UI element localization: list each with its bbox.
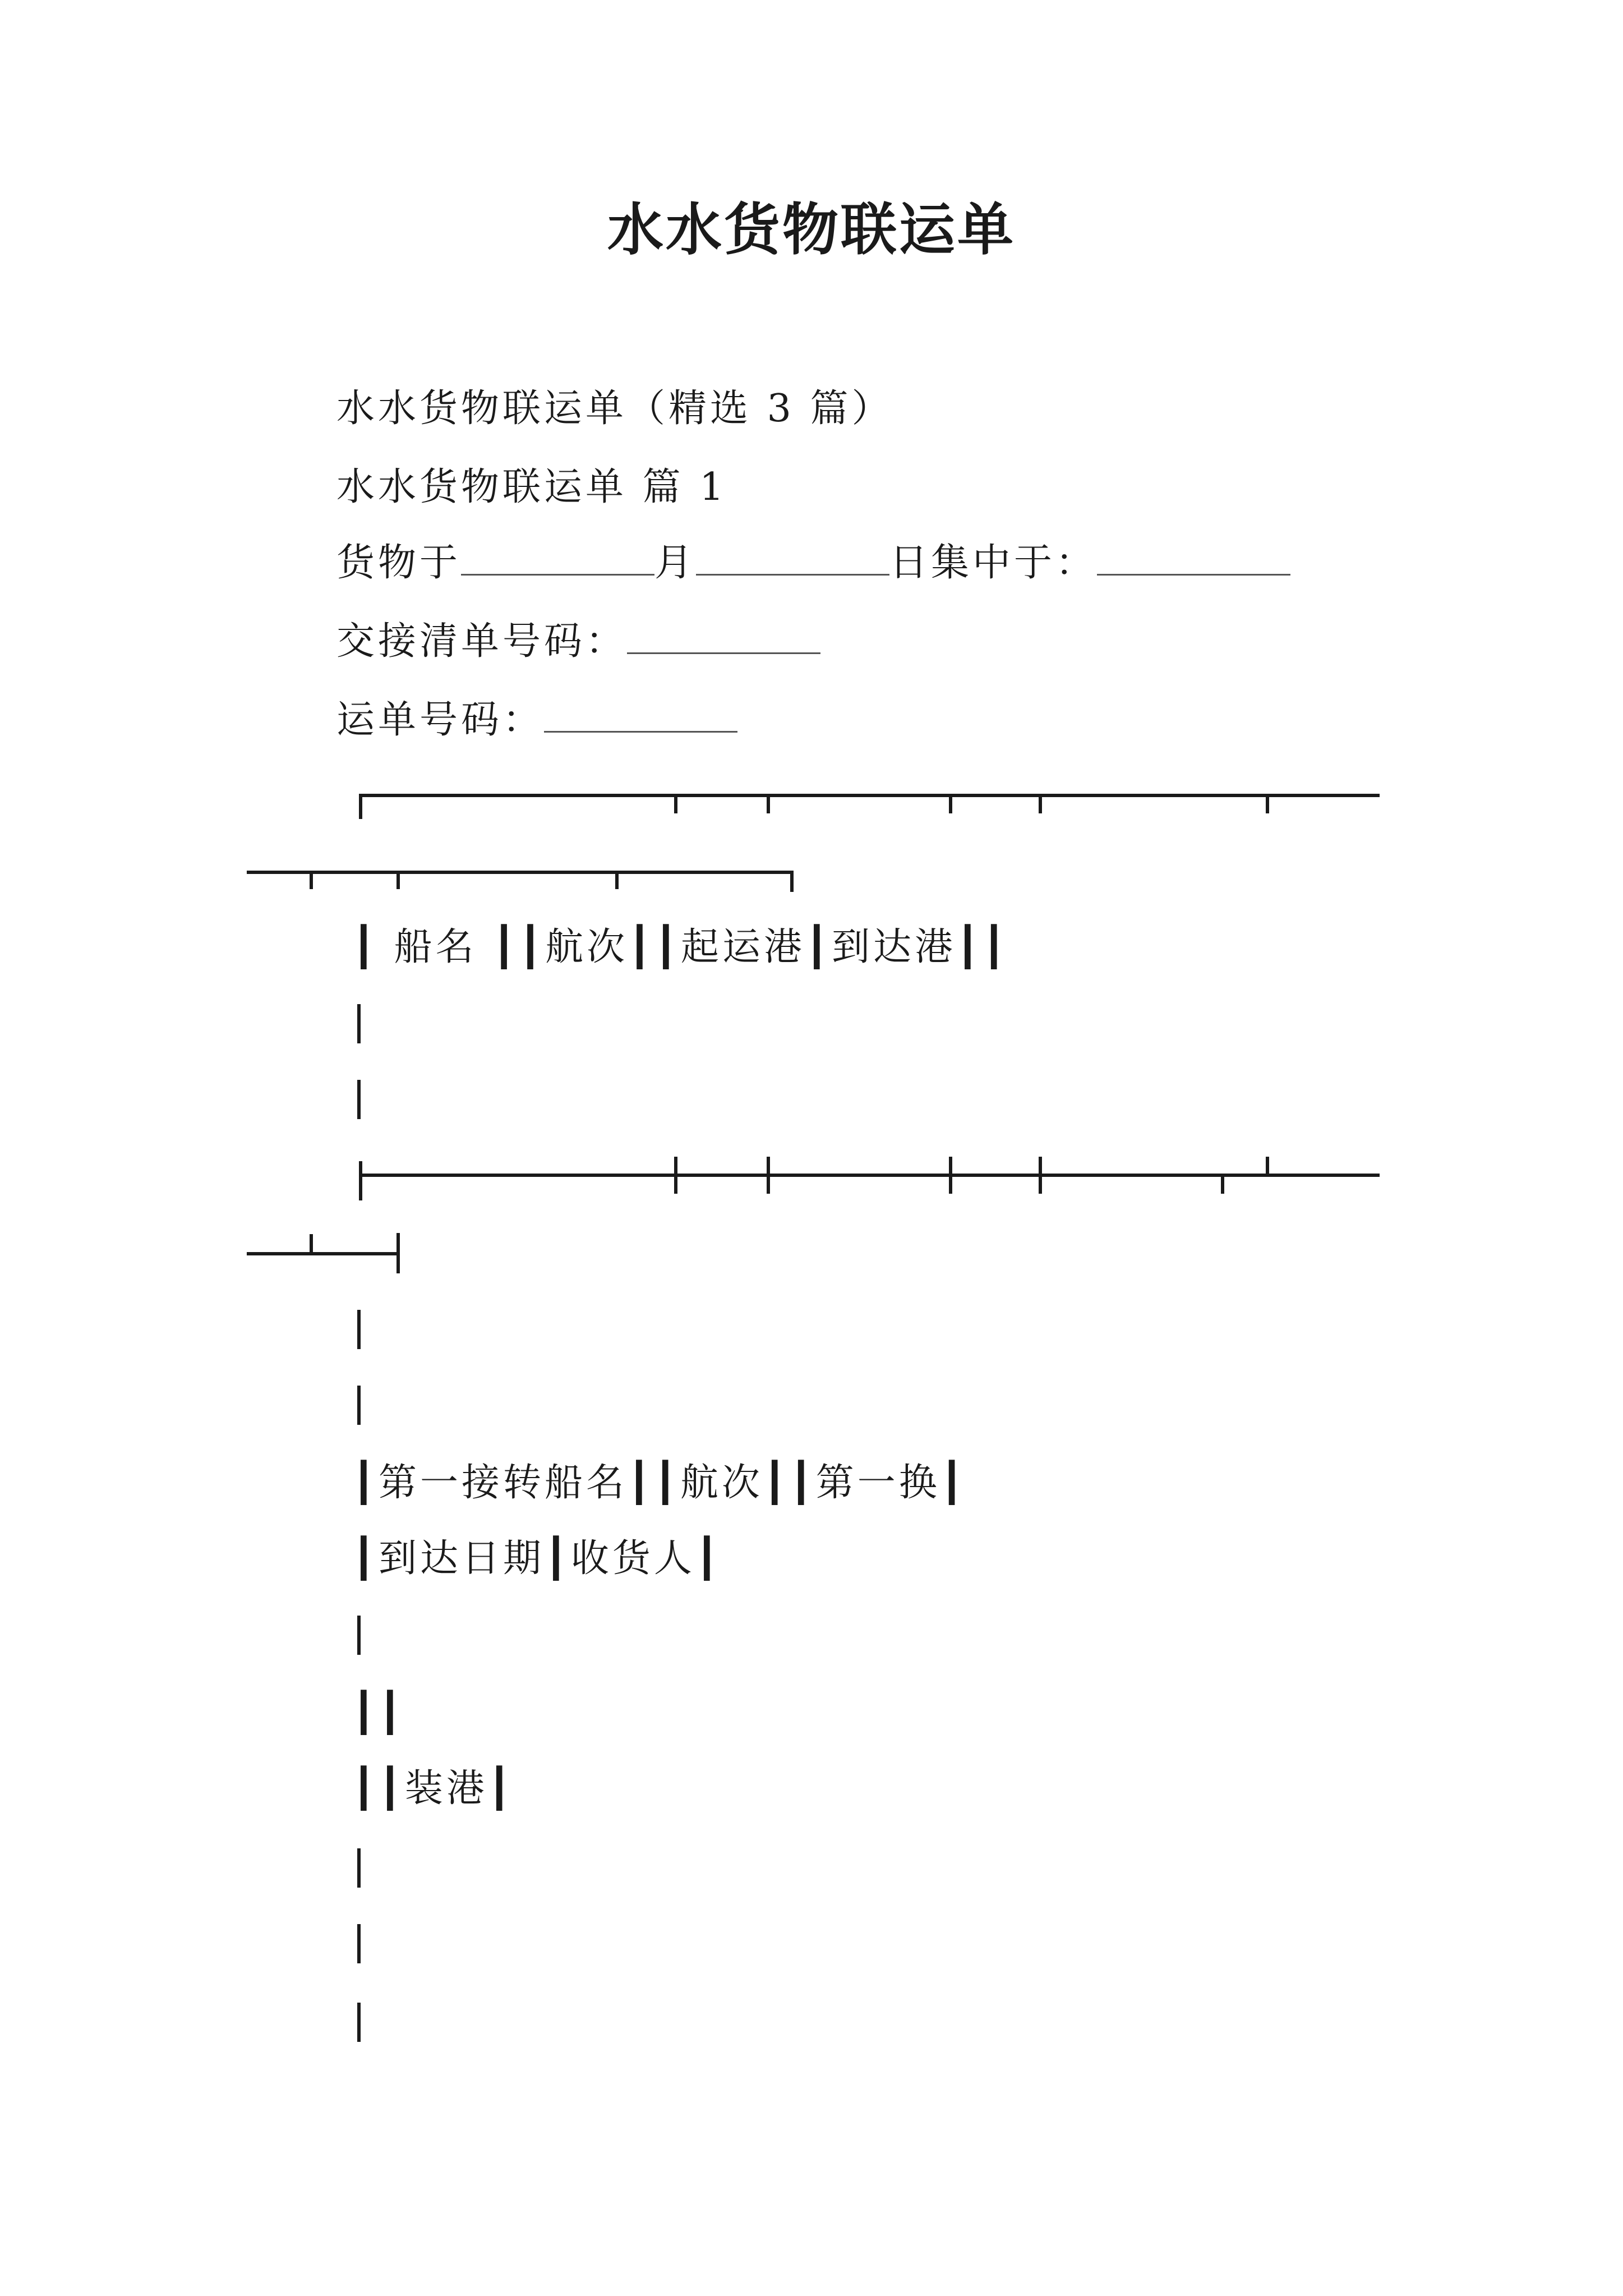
table-border-left — [357, 1004, 361, 1043]
table-row-arrival: ┃到达日期┃收货人┃ — [352, 1536, 722, 1581]
waybill-number-label: 运单号码： — [336, 698, 545, 742]
arrival-date-cell: 到达日期 — [378, 1536, 545, 1581]
first-transfer-ship-cell: 第一接转船名 — [378, 1461, 628, 1505]
day-location-label: 日集中于： — [889, 541, 1098, 585]
consignee-cell: 收货人 — [570, 1536, 695, 1581]
departure-port-cell: 起运港 — [680, 925, 805, 969]
first-transship-cell: 第一换 — [815, 1461, 940, 1505]
transfer-voyage-cell: 航次 — [680, 1461, 763, 1505]
table-border-left — [357, 1080, 361, 1119]
voyage-cell: 航次 — [545, 925, 629, 969]
table-border-left — [357, 1386, 361, 1425]
handover-number-label: 交接清单号码： — [336, 619, 628, 664]
collection-heading: 水水货物联运单（精选 3 篇） — [336, 386, 893, 431]
arrival-port-cell: 到达港 — [831, 925, 956, 969]
table-border-left — [357, 1310, 361, 1349]
document-title: 水水货物联运单 — [607, 197, 1016, 263]
table-row-ship: ┃ 船名 ┃┃航次┃┃起运港┃到达港┃┃ — [352, 925, 1009, 969]
loading-port-cell: 装港 — [404, 1766, 488, 1811]
table-row-empty: ┃┃ — [352, 1691, 405, 1735]
table-border-left — [357, 1848, 361, 1888]
goods-prefix-label: 货物于 — [336, 541, 462, 585]
table-border-left — [357, 2003, 361, 2042]
table-border-left — [357, 1616, 361, 1655]
part-heading: 水水货物联运单 篇 1 — [336, 465, 727, 509]
table-border-left — [357, 1924, 361, 1963]
ship-name-cell: 船名 — [394, 925, 477, 969]
table-row-transfer-ship: ┃第一接转船名┃┃航次┃┃第一换┃ — [352, 1461, 967, 1505]
month-label: 月 — [654, 541, 697, 585]
table-row-loading-port: ┃┃装港┃ — [352, 1766, 514, 1811]
